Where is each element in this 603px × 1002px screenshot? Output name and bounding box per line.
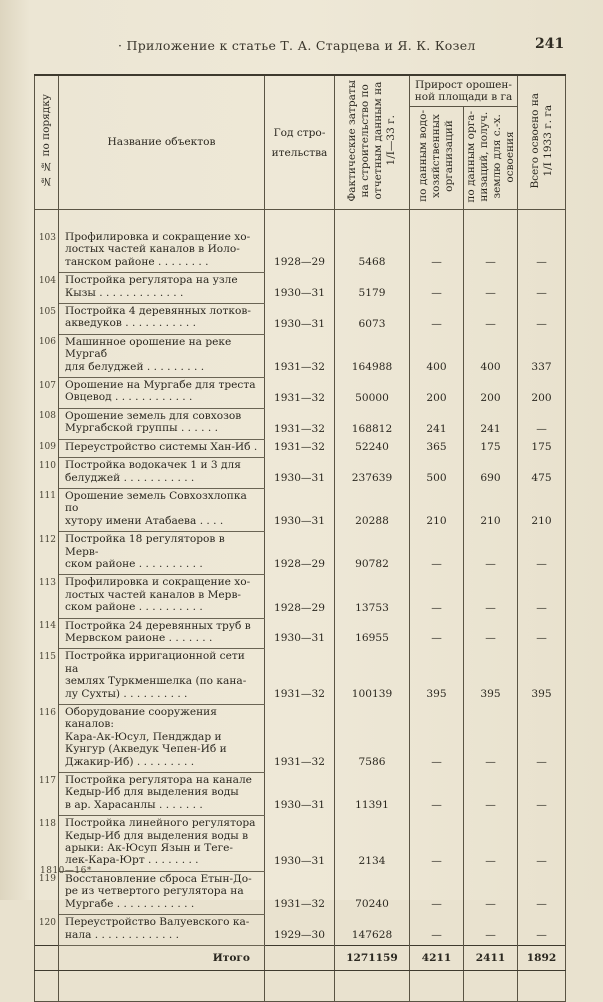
construction-year: 1929—30 — [265, 915, 335, 946]
table-row — [35, 618, 566, 649]
growth-water-value: 400 — [410, 334, 464, 377]
object-name-line: Кызы . . . . . . . . . . . . . — [65, 286, 184, 299]
row-number: 115 — [35, 649, 59, 705]
row-number: 105 — [35, 304, 59, 335]
object-name — [59, 773, 265, 816]
object-name — [59, 871, 265, 914]
row-number: 110 — [35, 458, 59, 489]
object-name-line: Орошение земель для совхозов — [65, 409, 242, 422]
growth-water-value: — — [410, 304, 464, 335]
object-name-line: Машинное орошение на реке Мургаб — [65, 335, 232, 361]
row-number: 104 — [35, 273, 59, 304]
totals-area: 1892 — [518, 945, 566, 970]
construction-year: 1930—31 — [265, 304, 335, 335]
table-row — [35, 649, 566, 705]
object-name — [59, 915, 265, 946]
object-name-line: Восстановление сброса Етын-До- — [65, 872, 252, 885]
row-number: 108 — [35, 408, 59, 439]
row-number: 119 — [35, 871, 59, 914]
growth-water-value: — — [410, 871, 464, 914]
growth-water-value: — — [410, 915, 464, 946]
growth-water-value: — — [410, 532, 464, 575]
object-name-line: Овцевод . . . . . . . . . . . . — [65, 391, 193, 404]
row-number: 114 — [35, 618, 59, 649]
row-number: 107 — [35, 378, 59, 409]
table-body — [35, 210, 566, 1002]
growth-water-value: 500 — [410, 458, 464, 489]
construction-year: 1931—32 — [265, 649, 335, 705]
cost-value: 11391 — [335, 773, 410, 816]
cost-value: 52240 — [335, 439, 410, 457]
construction-year: 1930—31 — [265, 273, 335, 304]
table-row — [35, 439, 566, 457]
page-number: 241 — [535, 36, 565, 52]
row-number: 120 — [35, 915, 59, 946]
object-name-line: Оборудование сооружения каналов: — [65, 706, 217, 731]
growth-agri-value: 690 — [464, 458, 518, 489]
object-name-line: Кунгур (Акведук Чепен-Иб и — [65, 743, 227, 756]
table-row — [35, 575, 566, 618]
construction-year: 1931—32 — [265, 408, 335, 439]
growth-water-value: 210 — [410, 488, 464, 531]
table-row — [35, 773, 566, 816]
construction-year: 1930—31 — [265, 488, 335, 531]
totals-row — [35, 945, 566, 970]
table-row — [35, 532, 566, 575]
construction-year: 1931—32 — [265, 439, 335, 457]
object-name — [59, 458, 265, 489]
object-name-line: Постройка регулятора на канале — [65, 774, 252, 787]
growth-agri-value: — — [464, 230, 518, 273]
column-header-name: Название объектов — [59, 75, 265, 210]
table-row — [35, 915, 566, 946]
object-name — [59, 378, 265, 409]
object-name-line: Постройка 18 регуляторов в Мерв- — [65, 533, 225, 558]
growth-water-value: — — [410, 575, 464, 618]
object-name — [59, 230, 265, 273]
object-name-line: акведуков . . . . . . . . . . . — [65, 317, 196, 330]
row-number: 116 — [35, 705, 59, 773]
construction-year: 1931—32 — [265, 334, 335, 377]
cost-value: 237639 — [335, 458, 410, 489]
total-area-value: — — [518, 871, 566, 914]
object-name — [59, 488, 265, 531]
table-row — [35, 273, 566, 304]
object-name-line: Джакир-Иб) . . . . . . . . . — [65, 755, 195, 768]
data-table — [34, 74, 566, 1002]
total-area-value: — — [518, 304, 566, 335]
object-name-line: Профилировка и сокращение хо- — [65, 576, 251, 589]
construction-year: 1930—31 — [265, 816, 335, 872]
row-number: 109 — [35, 439, 59, 457]
object-name-line: белуджей . . . . . . . . . . . — [65, 471, 195, 484]
table-row — [35, 488, 566, 531]
construction-year: 1931—32 — [265, 871, 335, 914]
object-name-line: ре из четвертого регулятора на — [65, 885, 244, 898]
totals-growth-water: 4211 — [410, 945, 464, 970]
growth-agri-value: — — [464, 532, 518, 575]
total-area-value: — — [518, 816, 566, 872]
column-header-growth-agri: по данным орга- низаций, получ. землю для с.-х. освоения — [464, 107, 518, 210]
object-name-line: Мервском раионе . . . . . . . — [65, 631, 213, 644]
object-name-line: лостых частей каналов в Иоло- — [65, 243, 240, 256]
row-number: 117 — [35, 773, 59, 816]
object-name-line: Профилировка и сокращение хо- — [65, 231, 251, 243]
column-header-year: Год стро- ительства — [265, 75, 335, 210]
column-header-growth-water: по данным водо- хозяйственных организаций — [410, 107, 464, 210]
total-area-value: 475 — [518, 458, 566, 489]
object-name-line: Мургабской группы . . . . . . — [65, 422, 218, 435]
object-name — [59, 304, 265, 335]
object-name-line: ском районе . . . . . . . . . . — [65, 557, 203, 570]
cost-value: 7586 — [335, 705, 410, 773]
construction-year: 1931—32 — [265, 378, 335, 409]
row-number: 103 — [35, 230, 59, 273]
object-name-line: Постройка регулятора на узле — [65, 274, 238, 287]
growth-agri-value: — — [464, 705, 518, 773]
object-name — [59, 705, 265, 773]
object-name-line: Постройка водокачек 1 и 3 для — [65, 459, 241, 472]
totals-label: Итого — [59, 945, 265, 970]
growth-water-value: 395 — [410, 649, 464, 705]
total-area-value: — — [518, 532, 566, 575]
table-row — [35, 334, 566, 377]
growth-water-value: — — [410, 618, 464, 649]
object-name — [59, 334, 265, 377]
cost-value: 100139 — [335, 649, 410, 705]
total-area-value: — — [518, 273, 566, 304]
cost-value: 168812 — [335, 408, 410, 439]
growth-water-value: — — [410, 273, 464, 304]
total-area-value: 175 — [518, 439, 566, 457]
growth-water-value: 365 — [410, 439, 464, 457]
object-name-line: Орошение на Мургабе для треста — [65, 379, 256, 392]
growth-water-value: — — [410, 773, 464, 816]
growth-agri-value: 395 — [464, 649, 518, 705]
growth-water-value: 241 — [410, 408, 464, 439]
object-name-line: танском районе . . . . . . . . — [65, 255, 209, 268]
row-number: 111 — [35, 488, 59, 531]
growth-agri-value: 210 — [464, 488, 518, 531]
growth-water-value: — — [410, 230, 464, 273]
cost-value: 16955 — [335, 618, 410, 649]
row-number: 113 — [35, 575, 59, 618]
cost-value: 5179 — [335, 273, 410, 304]
object-name-line: для белуджей . . . . . . . . . — [65, 360, 205, 373]
growth-agri-value: — — [464, 618, 518, 649]
object-name — [59, 618, 265, 649]
object-name-line: Мургабе . . . . . . . . . . . . — [65, 897, 195, 910]
growth-agri-value: — — [464, 871, 518, 914]
growth-agri-value: — — [464, 304, 518, 335]
table-row — [35, 378, 566, 409]
total-area-value: — — [518, 618, 566, 649]
construction-year: 1928—29 — [265, 575, 335, 618]
growth-agri-value: 241 — [464, 408, 518, 439]
column-header-total: Всего освоено на 1/I 1933 г. га — [518, 75, 566, 210]
row-number: 112 — [35, 532, 59, 575]
construction-year: 1930—31 — [265, 618, 335, 649]
cost-value: 2134 — [335, 816, 410, 872]
object-name — [59, 816, 265, 872]
cost-value: 70240 — [335, 871, 410, 914]
object-name-line: Постройка ирригационной сети на — [65, 650, 245, 675]
object-name-line: Постройка линейного регулятора — [65, 817, 256, 830]
object-name-line: Переустройство системы Хан-Иб . — [65, 440, 258, 453]
table-row — [35, 871, 566, 914]
object-name-line: лостых частей каналов в Мерв- — [65, 588, 242, 601]
row-number: 118 — [35, 816, 59, 872]
object-name-line: ском районе . . . . . . . . . . — [65, 601, 203, 614]
object-name-line: Переустройство Валуевского ка- — [65, 916, 250, 929]
construction-year: 1930—31 — [265, 458, 335, 489]
cost-value: 20288 — [335, 488, 410, 531]
object-name-line: Постройка 24 деревянных труб в — [65, 619, 251, 632]
table-row — [35, 816, 566, 872]
growth-agri-value: 200 — [464, 378, 518, 409]
object-name — [59, 408, 265, 439]
cost-value: 90782 — [335, 532, 410, 575]
total-area-value: 337 — [518, 334, 566, 377]
object-name-line: лу Сухты) . . . . . . . . . . — [65, 687, 188, 700]
table-row — [35, 304, 566, 335]
object-name-line: Кедыр-Иб для выделения воды в — [65, 829, 249, 842]
growth-water-value: — — [410, 705, 464, 773]
table-row — [35, 458, 566, 489]
total-area-value: — — [518, 915, 566, 946]
object-name-line: Орошение земель Совхозхлопка по — [65, 489, 247, 515]
row-number: 106 — [35, 334, 59, 377]
growth-agri-value: — — [464, 773, 518, 816]
construction-year: 1930—31 — [265, 773, 335, 816]
object-name — [59, 273, 265, 304]
total-area-value: — — [518, 773, 566, 816]
total-area-value: 395 — [518, 649, 566, 705]
growth-agri-value: — — [464, 575, 518, 618]
object-name-line: в ар. Харасанлы . . . . . . . — [65, 798, 203, 811]
cost-value: 147628 — [335, 915, 410, 946]
total-area-value: — — [518, 408, 566, 439]
cost-value: 5468 — [335, 230, 410, 273]
column-header-cost: Фактические затраты на строительство по отчетным данным на 1/I—33 г. — [335, 75, 410, 210]
total-area-value: 200 — [518, 378, 566, 409]
growth-agri-value: 175 — [464, 439, 518, 457]
object-name-line: землях Туркменшелка (по кана- — [65, 675, 247, 688]
growth-agri-value: — — [464, 816, 518, 872]
growth-agri-value: — — [464, 915, 518, 946]
table-row — [35, 705, 566, 773]
total-area-value: — — [518, 575, 566, 618]
object-name-line: нала . . . . . . . . . . . . . — [65, 928, 179, 941]
cost-value: 6073 — [335, 304, 410, 335]
object-name-line: лек-Кара-Юрт . . . . . . . . — [65, 854, 199, 867]
object-name-line: Кара-Ак-Юсул, Пендждар и — [65, 730, 222, 743]
total-area-value: — — [518, 230, 566, 273]
object-name-line: Постройка 4 деревянных лотков- — [65, 305, 251, 318]
running-title: · Приложение к статье Т. А. Старцева и Я. К. Козел — [118, 38, 476, 53]
table-row — [35, 230, 566, 273]
construction-year: 1931—32 — [265, 705, 335, 773]
total-area-value: — — [518, 705, 566, 773]
table-row — [35, 408, 566, 439]
totals-cost: 1271159 — [335, 945, 410, 970]
object-name-line: хутору имени Атабаева . . . . — [65, 514, 224, 527]
printer-signature: 1810—16* — [40, 866, 92, 876]
cost-value: 164988 — [335, 334, 410, 377]
totals-growth-agri: 2411 — [464, 945, 518, 970]
object-name-line: арыки: Ак-Юсуп Язын и Теге- — [65, 842, 233, 855]
object-name — [59, 532, 265, 575]
cost-value: 13753 — [335, 575, 410, 618]
growth-agri-value: 400 — [464, 334, 518, 377]
growth-agri-value: — — [464, 273, 518, 304]
construction-year: 1928—29 — [265, 532, 335, 575]
object-name — [59, 439, 265, 457]
growth-water-value: 200 — [410, 378, 464, 409]
cost-value: 50000 — [335, 378, 410, 409]
construction-year: 1928—29 — [265, 230, 335, 273]
object-name — [59, 649, 265, 705]
total-area-value: 210 — [518, 488, 566, 531]
column-header-growth-group: Прирост орошен- ной площади в га — [410, 75, 518, 107]
object-name-line: Кедыр-Иб для выделения воды — [65, 786, 239, 799]
column-header-number: № № по порядку — [35, 75, 59, 210]
growth-water-value: — — [410, 816, 464, 872]
object-name — [59, 575, 265, 618]
